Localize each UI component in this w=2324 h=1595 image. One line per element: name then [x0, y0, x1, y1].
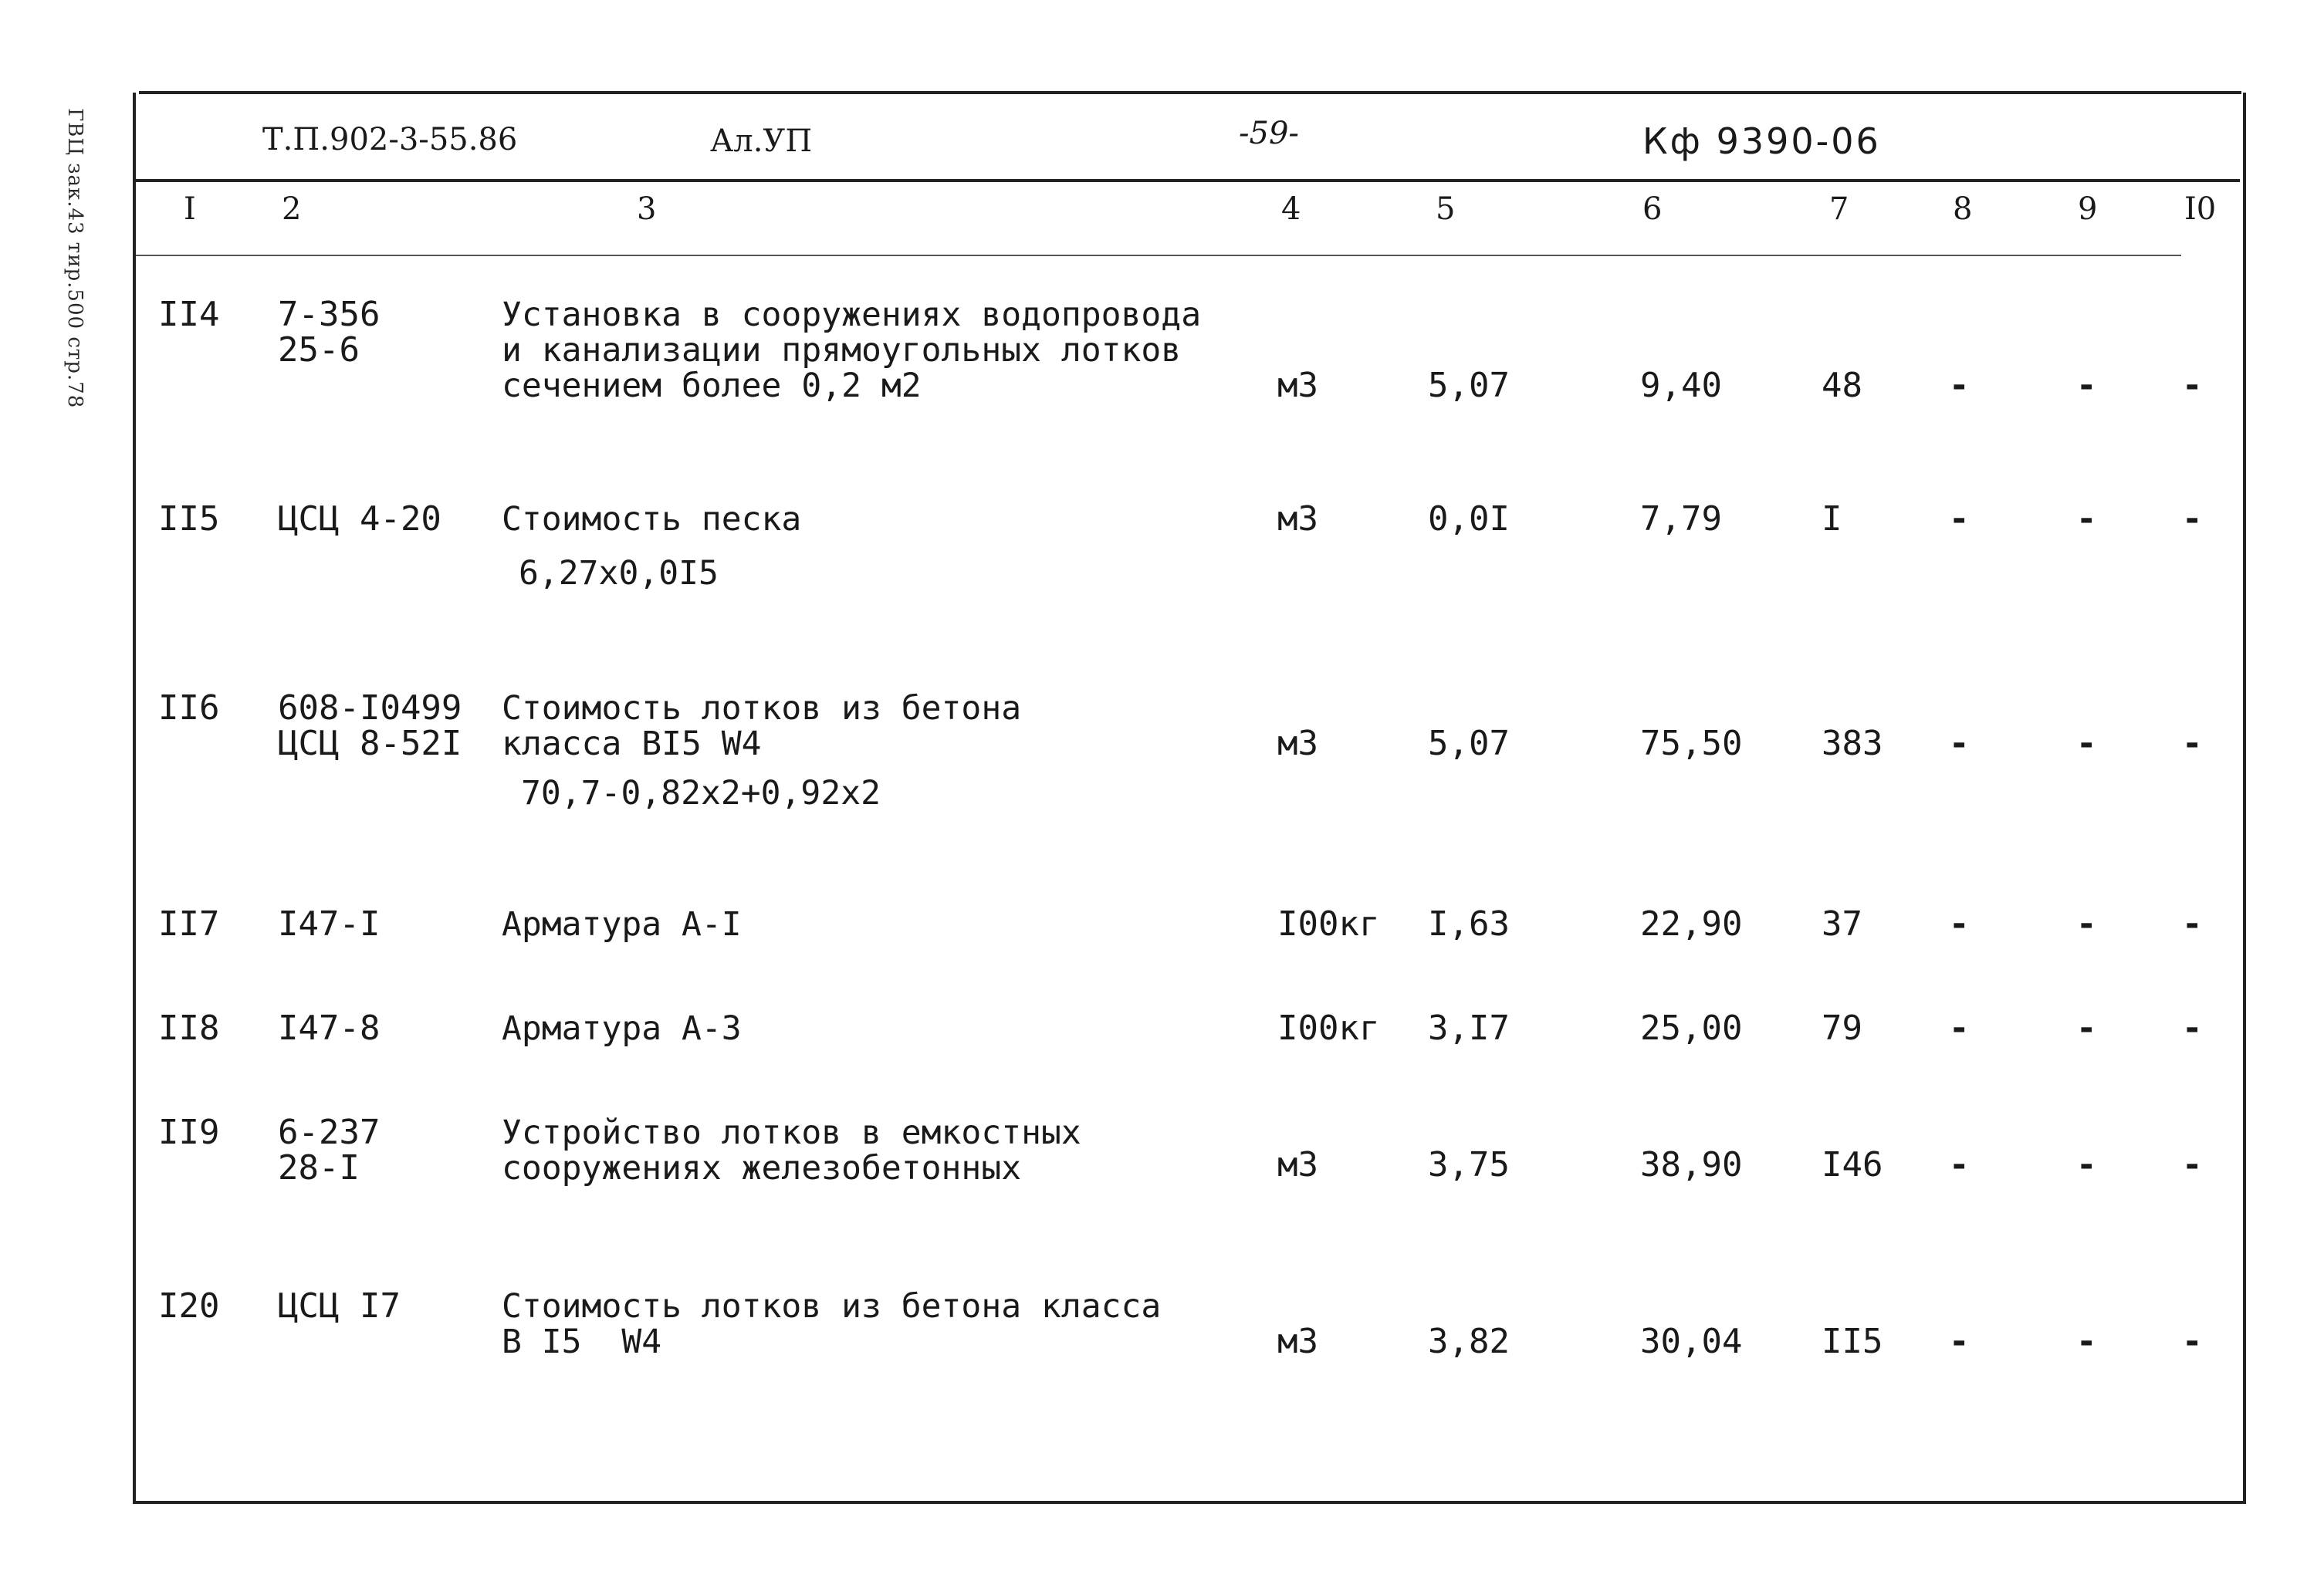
col-number: 3 [637, 191, 657, 227]
unit-price: 7,79 [1640, 499, 1722, 539]
empty-cell: - [1949, 724, 1970, 763]
description: Устройство лотков в емкостных [502, 1113, 1081, 1152]
total: 48 [1822, 366, 1862, 405]
quantity: 5,07 [1428, 366, 1510, 405]
unit: м3 [1277, 724, 1318, 763]
unit: м3 [1277, 1145, 1318, 1184]
description: Стоимость лотков из бетона класса [502, 1287, 1162, 1326]
empty-cell: - [2182, 724, 2203, 763]
unit: I00кг [1277, 904, 1380, 944]
rate-code: I47-8 [278, 1009, 381, 1048]
row-number: II6 [158, 688, 220, 728]
unit: м3 [1277, 1322, 1318, 1361]
row-number: II5 [158, 499, 220, 539]
col-number: I0 [2184, 191, 2217, 227]
unit-price: 22,90 [1640, 904, 1743, 944]
col-number: 4 [1281, 191, 1301, 227]
empty-cell: - [2182, 1009, 2203, 1048]
calculation: 70,7-0,82х2+0,92х2 [521, 774, 881, 813]
empty-cell: - [2182, 1145, 2203, 1184]
rate-code: ЦСЦ 8-52I [278, 724, 462, 763]
empty-cell: - [2182, 366, 2203, 405]
empty-cell: - [1949, 366, 1970, 405]
empty-cell: - [2076, 1145, 2097, 1184]
unit-price: 75,50 [1640, 724, 1743, 763]
row-number: II7 [158, 904, 220, 944]
col-number: I [184, 191, 196, 227]
unit-price: 38,90 [1640, 1145, 1743, 1184]
description: Арматура А-I [502, 905, 742, 944]
empty-cell: - [2076, 904, 2097, 944]
quantity: I,63 [1428, 904, 1510, 944]
empty-cell: - [2076, 366, 2097, 405]
col-number: 8 [1953, 191, 1973, 227]
row-number: II4 [158, 295, 220, 334]
rate-code: 7-356 [278, 295, 381, 334]
quantity: 5,07 [1428, 724, 1510, 763]
unit: I00кг [1277, 1009, 1380, 1048]
empty-cell: - [2076, 1009, 2097, 1048]
total: I [1822, 499, 1842, 539]
rate-code: ЦСЦ 4-20 [278, 499, 441, 539]
row-number: II8 [158, 1009, 220, 1048]
col-number: 2 [282, 191, 302, 227]
empty-cell: - [2182, 1322, 2203, 1361]
empty-cell: - [1949, 1322, 1970, 1361]
unit: м3 [1277, 499, 1318, 539]
empty-cell: - [2076, 499, 2097, 539]
description: и канализации прямоугольных лотков [502, 331, 1182, 370]
calculation: 6,27х0,0I5 [519, 554, 719, 593]
col-number: 9 [2078, 191, 2098, 227]
unit-price: 25,00 [1640, 1009, 1743, 1048]
empty-cell: - [2076, 1322, 2097, 1361]
description: Стоимость лотков из бетона [502, 689, 1022, 728]
total: I46 [1822, 1145, 1883, 1184]
description: сечением более 0,2 м2 [502, 367, 922, 405]
quantity: 3,I7 [1428, 1009, 1510, 1048]
rate-code: 28-I [278, 1148, 360, 1188]
total: 79 [1822, 1009, 1862, 1048]
description: сооружениях железобетонных [502, 1149, 1022, 1188]
rate-code: I47-I [278, 904, 381, 944]
unit-price: 30,04 [1640, 1322, 1743, 1361]
quantity: 0,0I [1428, 499, 1510, 539]
unit-price: 9,40 [1640, 366, 1722, 405]
row-number: I20 [158, 1286, 220, 1326]
sheet-label: Ал.УП [710, 123, 813, 159]
total: II5 [1822, 1322, 1883, 1361]
doc-code: Т.П.902-3-55.86 [262, 122, 518, 157]
description: В I5 W4 [502, 1323, 662, 1361]
description: Стоимость песка [502, 500, 802, 539]
page-number: -59- [1239, 116, 1299, 151]
header-divider [136, 179, 2240, 182]
description: Арматура А-3 [502, 1009, 742, 1048]
quantity: 3,75 [1428, 1145, 1510, 1184]
empty-cell: - [2076, 724, 2097, 763]
unit: м3 [1277, 366, 1318, 405]
col-number: 5 [1436, 191, 1456, 227]
empty-cell: - [2182, 904, 2203, 944]
col-number: 6 [1642, 191, 1663, 227]
row-number: II9 [158, 1113, 220, 1152]
empty-cell: - [1949, 904, 1970, 944]
col-number: 7 [1829, 191, 1849, 227]
description: Установка в сооружениях водопровода [502, 296, 1202, 334]
column-numbers [0, 191, 2324, 238]
side-stamp: ГВЦ зак.43 тир.500 стр.78 [63, 108, 86, 409]
description: класса BI5 W4 [502, 725, 762, 763]
total: 383 [1822, 724, 1883, 763]
empty-cell: - [1949, 499, 1970, 539]
quantity: 3,82 [1428, 1322, 1510, 1361]
empty-cell: - [1949, 1009, 1970, 1048]
empty-cell: - [2182, 499, 2203, 539]
column-numbers-divider [136, 255, 2181, 256]
rate-code: 608-I0499 [278, 688, 462, 728]
rate-code: ЦСЦ I7 [278, 1286, 401, 1326]
rate-code: 25-6 [278, 330, 360, 370]
rate-code: 6-237 [278, 1113, 381, 1152]
total: 37 [1822, 904, 1862, 944]
kf-code: Кф 9390-06 [1642, 120, 1881, 162]
empty-cell: - [1949, 1145, 1970, 1184]
